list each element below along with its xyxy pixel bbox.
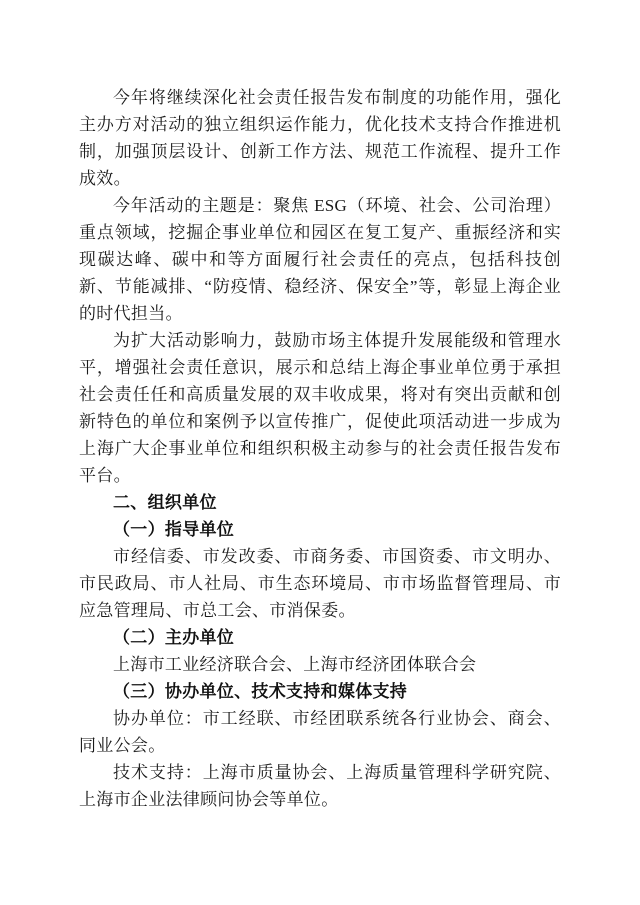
paragraph-host-units-list: 上海市工业经济联合会、上海市经济团体联合会: [113, 655, 477, 674]
paragraph-intro-mechanism: 今年将继续深化社会责任报告发布制度的功能作用，强化主办方对活动的独立组织运作能力，优化技术支持合作推进机制，加强顶层设计、创新工作方法、规范工作流程、提升工作成效。: [79, 88, 561, 188]
document-body: [79, 84, 561, 813]
section-heading-organizing-units: 二、组织单位: [113, 493, 217, 512]
subsection-heading-host-units: （二）主办单位: [113, 628, 235, 647]
paragraph-theme-esg: 今年活动的主题是：聚焦 ESG（环境、社会、公司治理）重点领域，挖掘企事业单位和园区在复工复产、重振经济和实现碳达峰、碳中和等方面履行社会责任的亮点，包括科技创新、节能减排、“防疫情、稳经济、保安全”等，彰显上海企业的时代担当。: [79, 196, 561, 323]
paragraph-guiding-units-list: 市经信委、市发改委、市商务委、市国资委、市文明办、市民政局、市人社局、市生态环境局、市市场监督管理局、市应急管理局、市总工会、市消保委。: [79, 547, 561, 620]
paragraph-technical-support-units: 技术支持：上海市质量协会、上海质量管理科学研究院、上海市企业法律顾问协会等单位。: [79, 763, 561, 809]
subsection-heading-coorganizers-support: （三）协办单位、技术支持和媒体支持: [113, 682, 408, 701]
paragraph-coorganizer-units: 协办单位：市工经联、市经团联系统各行业协会、商会、同业公会。: [79, 709, 561, 755]
paragraph-influence-promotion: 为扩大活动影响力，鼓励市场主体提升发展能级和管理水平，增强社会责任意识，展示和总结上海企事业单位勇于承担社会责任任和高质量发展的双丰收成果，将对有突出贡献和创新特色的单位和案例予以宣传推广，促使此项活动进一步成为上海广大企事业单位和组织积极主动参与的社会责任报告发布平台。: [79, 331, 561, 485]
subsection-heading-guiding-units: （一）指导单位: [113, 520, 235, 539]
